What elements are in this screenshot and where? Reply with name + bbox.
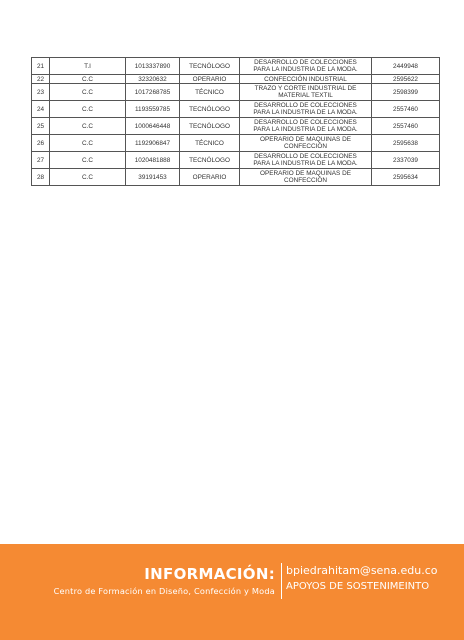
document-number-cell: 1193559785 <box>126 101 180 118</box>
code-cell: 2337039 <box>372 152 440 169</box>
level-cell: TECNÓLOGO <box>180 118 240 135</box>
program-line: CONFECCIÓN INDUSTRIAL <box>264 75 347 83</box>
info-footer <box>0 544 464 640</box>
table-body <box>32 58 440 186</box>
level-cell: OPERARIO <box>180 169 240 186</box>
level-cell: OPERARIO <box>180 75 240 84</box>
row-number-cell: 23 <box>32 84 50 101</box>
document-type-cell: C.C <box>50 169 126 186</box>
table-row <box>32 152 440 169</box>
center-name: Centro de Formación en Diseño, Confección y Moda <box>53 586 275 596</box>
program-cell <box>240 84 372 101</box>
row-number-cell: 26 <box>32 135 50 152</box>
program-line: CONFECCIÓN <box>284 143 327 150</box>
program-line: DESARROLLO DE COLECCIONES <box>254 59 357 66</box>
program-line: DESARROLLO DE COLECCIONES <box>254 102 357 109</box>
program-line: PARA LA INDUSTRIA DE LA MODA. <box>253 126 358 133</box>
info-title: INFORMACIÓN: <box>144 565 275 583</box>
program-line: CONFECCIÓN <box>284 177 327 184</box>
table-row <box>32 135 440 152</box>
program-cell <box>240 169 372 186</box>
document-type-cell: C.C <box>50 75 126 84</box>
row-number-cell: 25 <box>32 118 50 135</box>
row-number-cell: 24 <box>32 101 50 118</box>
code-cell: 2449948 <box>372 58 440 75</box>
code-cell: 2595622 <box>372 75 440 84</box>
program-cell <box>240 75 372 84</box>
contact-email: bpiedrahitam@sena.edu.co <box>286 564 438 577</box>
row-number-cell: 21 <box>32 58 50 75</box>
students-table <box>31 57 440 186</box>
code-cell: 2595638 <box>372 135 440 152</box>
row-number-cell: 22 <box>32 75 50 84</box>
code-cell: 2598399 <box>372 84 440 101</box>
document-type-cell: C.C <box>50 84 126 101</box>
support-label: APOYOS DE SOSTENIMEINTO <box>286 581 430 592</box>
level-cell: TECNÓLOGO <box>180 101 240 118</box>
program-line: PARA LA INDUSTRIA DE LA MODA. <box>253 160 358 167</box>
level-cell: TECNÓLOGO <box>180 58 240 75</box>
table-row <box>32 58 440 75</box>
document-number-cell: 32320632 <box>126 75 180 84</box>
program-cell <box>240 135 372 152</box>
row-number-cell: 28 <box>32 169 50 186</box>
code-cell: 2557460 <box>372 101 440 118</box>
document-type-cell: C.C <box>50 152 126 169</box>
program-line: PARA LA INDUSTRIA DE LA MODA. <box>253 66 358 73</box>
program-cell <box>240 152 372 169</box>
document-type-cell: C.C <box>50 118 126 135</box>
row-number-cell: 27 <box>32 152 50 169</box>
document-number-cell: 1017268785 <box>126 84 180 101</box>
level-cell: TECNÓLOGO <box>180 152 240 169</box>
program-line: DESARROLLO DE COLECCIONES <box>254 153 357 160</box>
table-row <box>32 75 440 84</box>
program-cell <box>240 58 372 75</box>
level-cell: TÉCNICO <box>180 135 240 152</box>
document-number-cell: 1000646448 <box>126 118 180 135</box>
program-line: DESARROLLO DE COLECCIONES <box>254 119 357 126</box>
program-line: MATERIAL TEXTIL <box>278 92 333 99</box>
document-number-cell: 1013337890 <box>126 58 180 75</box>
document-type-cell: T.I <box>50 58 126 75</box>
footer-divider <box>281 563 282 599</box>
document-type-cell: C.C <box>50 101 126 118</box>
table-row <box>32 84 440 101</box>
document-number-cell: 39191453 <box>126 169 180 186</box>
document-number-cell: 1020481888 <box>126 152 180 169</box>
document-number-cell: 1192906847 <box>126 135 180 152</box>
document-type-cell: C.C <box>50 135 126 152</box>
program-line: PARA LA INDUSTRIA DE LA MODA. <box>253 109 358 116</box>
program-cell <box>240 101 372 118</box>
table-row <box>32 101 440 118</box>
level-cell: TÉCNICO <box>180 84 240 101</box>
code-cell: 2557460 <box>372 118 440 135</box>
program-cell <box>240 118 372 135</box>
program-line: OPERARIO DE MAQUINAS DE <box>260 170 351 177</box>
table-row <box>32 169 440 186</box>
code-cell: 2595634 <box>372 169 440 186</box>
program-line: TRAZO Y CORTE INDUSTRIAL DE <box>254 85 357 92</box>
table-row <box>32 118 440 135</box>
program-line: OPERARIO DE MAQUINAS DE <box>260 136 351 143</box>
